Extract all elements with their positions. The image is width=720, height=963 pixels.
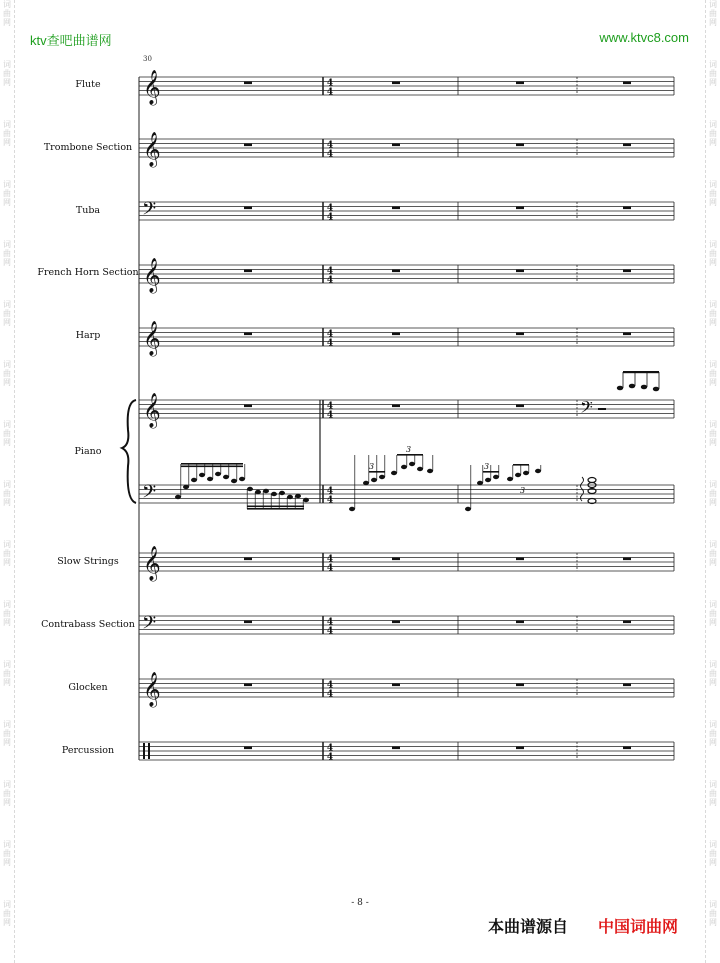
note-head: [371, 478, 377, 482]
watermark-char: 词: [3, 360, 11, 369]
instrument-label-slow-strings: Slow Strings: [57, 556, 119, 567]
watermark-char: 网: [709, 678, 717, 687]
note-head: [401, 465, 407, 469]
watermark-char: 曲: [3, 549, 11, 558]
whole-rest: [244, 405, 252, 408]
time-signature-top: 4: [326, 743, 334, 754]
instrument-label-percussion: Percussion: [61, 745, 115, 756]
time-signature-top: 4: [326, 266, 334, 277]
watermark-char: 网: [709, 138, 717, 147]
watermark-char: 网: [709, 738, 717, 747]
whole-rest: [623, 747, 631, 750]
whole-rest: [244, 747, 252, 750]
note-head: [191, 478, 197, 482]
instrument-label-contrabass: Contrabass Section: [41, 619, 135, 630]
watermark-char: 词: [709, 360, 717, 369]
note-beam: [483, 471, 499, 473]
time-signature-bottom: 4: [326, 410, 334, 421]
watermark-char: 曲: [709, 789, 717, 798]
whole-rest: [392, 747, 400, 750]
percussion-clef-icon: [143, 743, 145, 759]
whole-rest: [623, 82, 631, 85]
note-head: [485, 478, 491, 482]
time-signature-top: 4: [326, 486, 334, 497]
note-head: [465, 507, 471, 511]
watermark-char: 词: [3, 540, 11, 549]
whole-rest: [392, 144, 400, 147]
whole-rest: [244, 207, 252, 210]
footer-site-name[interactable]: 中国词曲网: [598, 917, 679, 936]
watermark-char: 词: [3, 180, 11, 189]
watermark-char: 曲: [3, 69, 11, 78]
whole-rest: [392, 207, 400, 210]
arpeggio-sign: [581, 477, 584, 501]
watermark-char: 曲: [3, 309, 11, 318]
watermark-char: 曲: [709, 309, 717, 318]
treble-clef-icon: 𝄞: [143, 132, 161, 167]
header-site-title[interactable]: ktv查吧曲谱网: [30, 33, 112, 48]
watermark-char: 曲: [3, 9, 11, 18]
watermark-char: 网: [709, 198, 717, 207]
watermark-char: 词: [709, 900, 717, 909]
note-head: [263, 489, 269, 493]
note-head: [477, 481, 483, 485]
watermark-char: 词: [709, 480, 717, 489]
watermark-char: 曲: [709, 429, 717, 438]
page-number: - 8 -: [351, 898, 369, 908]
note-beam: [181, 463, 243, 465]
note-beam: [397, 454, 423, 456]
watermark-char: 网: [3, 318, 11, 327]
note-head: [653, 387, 659, 392]
watermark-char: 网: [3, 558, 11, 567]
watermark-char: 网: [709, 438, 717, 447]
watermark-char: 网: [709, 258, 717, 267]
whole-rest: [392, 558, 400, 561]
whole-rest: [516, 82, 524, 85]
watermark-char: 网: [709, 378, 717, 387]
bass-clef-icon: 𝄢: [142, 482, 157, 507]
whole-rest: [392, 82, 400, 85]
whole-rest: [623, 333, 631, 336]
time-signature-top: 4: [326, 78, 334, 89]
watermark-char: 曲: [3, 729, 11, 738]
watermark-char: 词: [709, 540, 717, 549]
whole-rest: [244, 270, 252, 273]
note-head: [515, 473, 521, 477]
watermark-char: 曲: [3, 849, 11, 858]
watermark-char: 网: [709, 18, 717, 27]
treble-clef-icon: 𝄞: [143, 70, 161, 105]
note-beam: [181, 466, 243, 468]
watermark-char: 曲: [3, 429, 11, 438]
whole-rest: [623, 270, 631, 273]
whole-rest: [244, 684, 252, 687]
time-signature-top: 4: [326, 617, 334, 628]
watermark-char: 词: [3, 840, 11, 849]
treble-clef-icon: 𝄞: [143, 258, 161, 293]
whole-rest: [516, 684, 524, 687]
instrument-label-trombone: Trombone Section: [43, 142, 133, 153]
watermark-char: 网: [709, 798, 717, 807]
note-head: [207, 477, 213, 481]
note-head: [391, 471, 397, 475]
whole-rest: [516, 144, 524, 147]
note-head: [363, 481, 369, 485]
note-head: [417, 467, 423, 471]
watermark-char: 网: [3, 498, 11, 507]
time-signature-bottom: 4: [326, 338, 334, 349]
note-head: [175, 495, 181, 499]
time-signature-top: 4: [326, 680, 334, 691]
whole-rest: [623, 558, 631, 561]
instrument-label-piano: Piano: [74, 446, 102, 457]
whole-rest: [392, 270, 400, 273]
note-head: [493, 475, 499, 479]
tuplet-label: 3: [369, 462, 375, 471]
watermark-char: 词: [709, 780, 717, 789]
watermark-char: 曲: [709, 69, 717, 78]
whole-rest: [392, 621, 400, 624]
time-signature-top: 4: [326, 140, 334, 151]
time-signature-top: 4: [326, 329, 334, 340]
watermark-char: 曲: [3, 369, 11, 378]
treble-clef-icon: 𝄞: [143, 672, 161, 707]
note-head: [279, 491, 285, 495]
watermark-char: 词: [3, 300, 11, 309]
note-head: [409, 462, 415, 466]
watermark-char: 网: [3, 378, 11, 387]
watermark-char: 曲: [3, 129, 11, 138]
whole-rest: [516, 207, 524, 210]
watermark-char: 网: [3, 678, 11, 687]
watermark-char: 网: [3, 798, 11, 807]
tuplet-label: 3: [520, 486, 526, 495]
whole-rest: [516, 405, 524, 408]
note-beam: [513, 464, 529, 466]
watermark-char: 曲: [709, 849, 717, 858]
whole-rest: [244, 144, 252, 147]
time-signature-bottom: 4: [326, 87, 334, 98]
whole-rest: [244, 82, 252, 85]
instrument-label-glocken: Glocken: [68, 682, 108, 693]
watermark-char: 词: [709, 720, 717, 729]
watermark-char: 词: [709, 180, 717, 189]
watermark-char: 词: [3, 420, 11, 429]
time-signature-bottom: 4: [326, 752, 334, 763]
time-signature-top: 4: [326, 401, 334, 412]
percussion-clef-icon: [148, 743, 150, 759]
watermark-char: 词: [3, 720, 11, 729]
watermark-char: 网: [3, 198, 11, 207]
footer-source-text: 本曲谱源自: [488, 917, 569, 936]
time-signature-top: 4: [326, 203, 334, 214]
watermark-char: 词: [3, 0, 11, 9]
time-signature-bottom: 4: [326, 495, 334, 506]
whole-note-head: [588, 478, 596, 483]
measure-number: 30: [143, 55, 152, 63]
watermark-char: 网: [3, 78, 11, 87]
time-signature-bottom: 4: [326, 626, 334, 637]
watermark-char: 词: [709, 840, 717, 849]
watermark-char: 曲: [709, 129, 717, 138]
watermark-char: 曲: [709, 549, 717, 558]
watermark-char: 曲: [3, 489, 11, 498]
note-head: [379, 475, 385, 479]
whole-rest: [516, 621, 524, 624]
note-head: [239, 477, 245, 481]
watermark-char: 网: [709, 558, 717, 567]
note-head: [535, 469, 541, 473]
watermark-char: 词: [3, 60, 11, 69]
note-head: [287, 495, 293, 499]
watermark-char: 词: [709, 600, 717, 609]
watermark-char: 曲: [3, 609, 11, 618]
note-beam: [247, 506, 304, 508]
watermark-char: 曲: [709, 909, 717, 918]
note-head: [199, 473, 205, 477]
time-signature-bottom: 4: [326, 212, 334, 223]
whole-rest: [516, 558, 524, 561]
time-signature-bottom: 4: [326, 275, 334, 286]
whole-rest: [516, 333, 524, 336]
watermark-char: 网: [3, 258, 11, 267]
note-head: [303, 498, 309, 502]
watermark-char: 网: [709, 318, 717, 327]
note-head: [629, 384, 635, 389]
tuplet-label: 3: [406, 445, 412, 454]
watermark-char: 曲: [709, 189, 717, 198]
watermark-char: 曲: [3, 189, 11, 198]
time-signature-top: 4: [326, 554, 334, 565]
watermark-char: 网: [709, 498, 717, 507]
watermark-char: 网: [709, 918, 717, 927]
watermark-char: 词: [709, 300, 717, 309]
time-signature-bottom: 4: [326, 563, 334, 574]
whole-rest: [244, 621, 252, 624]
watermark-char: 词: [3, 600, 11, 609]
whole-rest: [516, 270, 524, 273]
note-head: [349, 507, 355, 511]
note-beam: [369, 471, 385, 473]
watermark-char: 词: [3, 120, 11, 129]
note-head: [617, 386, 623, 391]
tuplet-label: 3: [484, 462, 490, 471]
whole-rest: [244, 558, 252, 561]
watermark-char: 网: [709, 78, 717, 87]
watermark-char: 曲: [3, 249, 11, 258]
whole-rest: [392, 405, 400, 408]
watermark-char: 曲: [709, 609, 717, 618]
note-head: [255, 490, 261, 494]
watermark-char: 曲: [3, 909, 11, 918]
watermark-char: 网: [3, 738, 11, 747]
note-beam: [623, 371, 659, 373]
whole-rest: [516, 747, 524, 750]
watermark-char: 网: [3, 858, 11, 867]
watermark-char: 词: [3, 660, 11, 669]
watermark-char: 网: [709, 618, 717, 627]
whole-rest: [623, 684, 631, 687]
instrument-label-tuba: Tuba: [75, 205, 101, 216]
watermark-char: 网: [3, 18, 11, 27]
treble-clef-icon: 𝄞: [143, 321, 161, 356]
note-head: [215, 472, 221, 476]
instrument-label-harp: Harp: [75, 330, 101, 341]
note-head: [271, 492, 277, 496]
watermark-char: 词: [709, 660, 717, 669]
watermark-char: 曲: [709, 369, 717, 378]
watermark-char: 词: [709, 60, 717, 69]
watermark-char: 网: [3, 138, 11, 147]
watermark-char: 曲: [709, 669, 717, 678]
time-signature-bottom: 4: [326, 689, 334, 700]
half-rest: [598, 408, 606, 410]
whole-rest: [623, 621, 631, 624]
whole-rest: [623, 144, 631, 147]
watermark-char: 曲: [3, 789, 11, 798]
note-head: [231, 479, 237, 483]
note-head: [641, 385, 647, 390]
watermark-char: 网: [3, 918, 11, 927]
whole-rest: [392, 333, 400, 336]
watermark-char: 网: [3, 618, 11, 627]
watermark-char: 词: [709, 420, 717, 429]
note-head: [427, 469, 433, 473]
header-site-url[interactable]: www.ktvc8.com: [599, 30, 689, 45]
time-signature-bottom: 4: [326, 149, 334, 160]
watermark-char: 词: [3, 900, 11, 909]
bass-clef-icon: 𝄢: [142, 613, 157, 638]
treble-clef-icon: 𝄞: [143, 393, 161, 428]
treble-clef-icon: 𝄞: [143, 546, 161, 581]
watermark-char: 网: [709, 858, 717, 867]
note-head: [183, 485, 189, 489]
watermark-char: 曲: [709, 489, 717, 498]
watermark-char: 词: [709, 240, 717, 249]
note-head: [523, 471, 529, 475]
watermark-char: 词: [3, 480, 11, 489]
bass-clef-icon: 𝄢: [142, 199, 157, 224]
bass-clef-icon: 𝄢: [580, 397, 593, 421]
watermark-char: 曲: [3, 669, 11, 678]
instrument-label-flute: Flute: [75, 79, 101, 90]
watermark-char: 词: [3, 240, 11, 249]
watermark-char: 曲: [709, 249, 717, 258]
watermark-char: 曲: [709, 729, 717, 738]
watermark-char: 词: [3, 780, 11, 789]
watermark-char: 曲: [709, 9, 717, 18]
note-beam: [247, 508, 304, 510]
note-head: [223, 475, 229, 479]
note-head: [295, 494, 301, 498]
whole-rest: [244, 333, 252, 336]
note-head: [507, 477, 513, 481]
instrument-label-french-horn: French Horn Section: [37, 267, 139, 278]
note-head: [247, 487, 253, 491]
watermark-char: 网: [3, 438, 11, 447]
watermark-char: 词: [709, 0, 717, 9]
piano-brace: [122, 400, 136, 503]
whole-rest: [623, 207, 631, 210]
watermark-char: 词: [709, 120, 717, 129]
whole-rest: [392, 684, 400, 687]
